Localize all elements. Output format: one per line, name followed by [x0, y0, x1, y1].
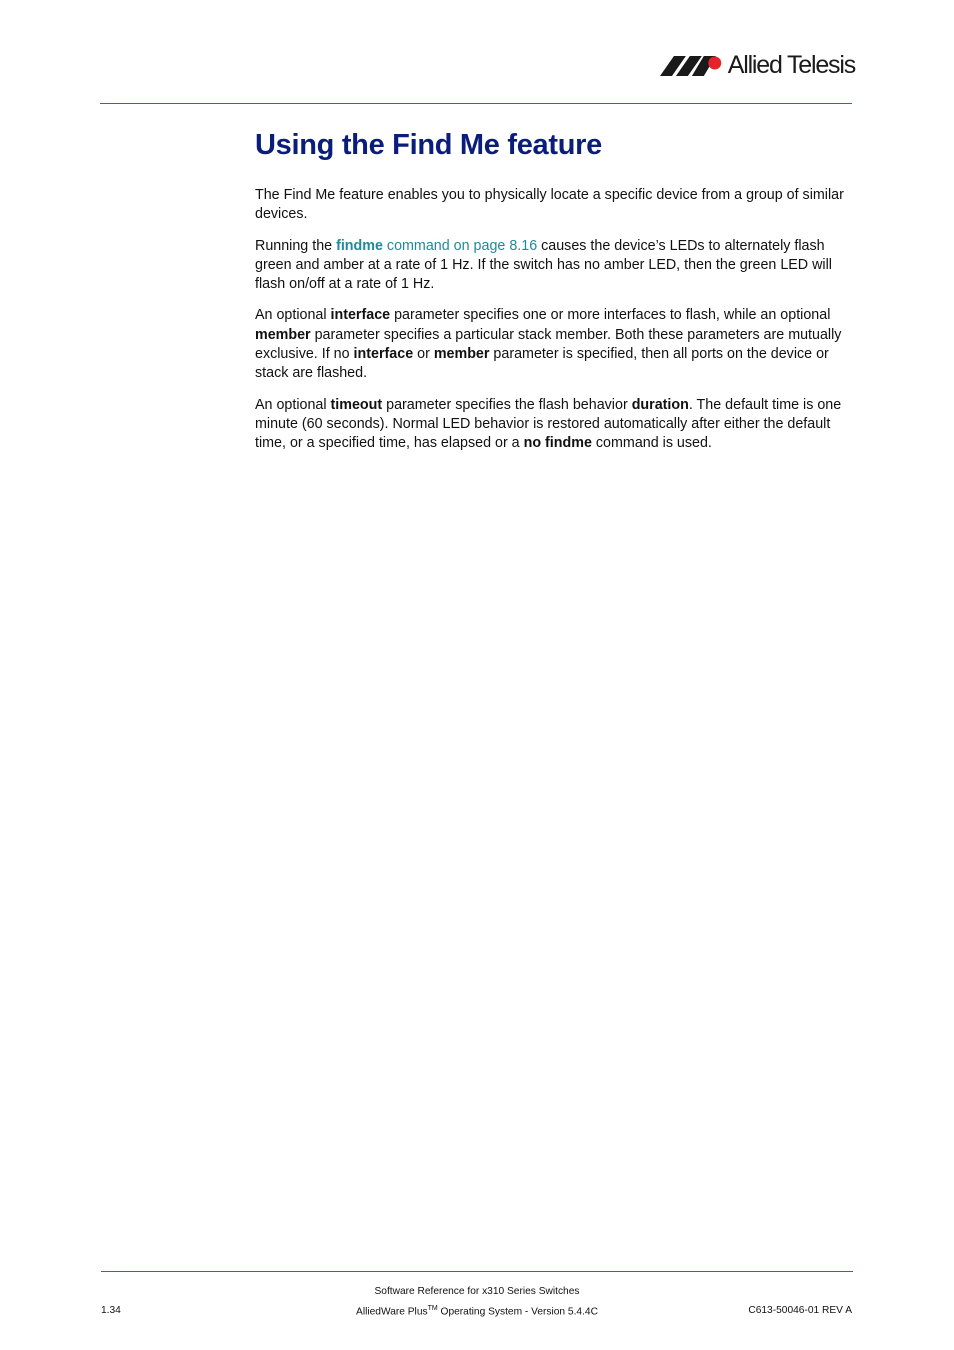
logo-wordmark: Allied Telesis — [727, 51, 855, 79]
text: or — [413, 346, 434, 363]
keyword-duration: duration — [631, 396, 689, 413]
trademark: TM — [427, 1305, 438, 1312]
allied-telesis-logo — [660, 50, 855, 80]
text: Running the — [255, 237, 337, 254]
text: . The default time is one minute (60 seconds). Normal LED behavior is restored automatically after either the default time, or a specified time, has elapsed or a — [255, 396, 842, 452]
logo-mark-icon — [660, 54, 726, 76]
footer-rule — [101, 1271, 853, 1272]
keyword-timeout: timeout — [330, 396, 383, 413]
keyword-member: member — [255, 326, 311, 343]
paragraph-running — [255, 237, 855, 295]
link-keyword: findme — [336, 237, 383, 254]
page-title: Using the Find Me feature — [255, 129, 602, 161]
footer-title: Software Reference for x310 Series Switches — [374, 1286, 580, 1297]
keyword-no-findme: no findme — [523, 435, 592, 452]
link-text: command on page 8.16 — [382, 237, 538, 254]
text: causes the device’s LEDs to alternately flash green and amber at a rate of 1 Hz. If the switch has no amber LED, then the green LED will flash on/off at a rate of 1 Hz. — [255, 237, 832, 293]
keyword-member: member — [433, 346, 490, 363]
text: Operating System - Version 5.4.4C — [437, 1306, 598, 1318]
paragraph-intro: The Find Me feature enables you to physically locate a specific device from a group of similar devices. — [255, 187, 844, 223]
text: AlliedWare Plus — [356, 1306, 428, 1318]
document-id: C613-50046-01 REV A — [748, 1305, 852, 1316]
text: parameter specifies one or more interfaces to flash, while an optional — [390, 307, 831, 324]
text: parameter is specified, then all ports on the device or stack are flashed. — [255, 346, 829, 382]
paragraph-timeout — [255, 396, 855, 454]
text: An optional — [255, 396, 331, 413]
text: command is used. — [591, 435, 712, 452]
text: parameter specifies a particular stack member. Both these parameters are mutually exclusive. If no — [255, 326, 842, 363]
keyword-interface: interface — [353, 346, 414, 363]
keyword-interface: interface — [330, 307, 391, 324]
page-number: 1.34 — [101, 1305, 121, 1316]
paragraph-interface — [255, 306, 855, 383]
findme-command-link[interactable] — [336, 238, 537, 254]
header-rule — [100, 103, 852, 104]
text: parameter specifies the flash behavior — [382, 396, 632, 413]
text: An optional — [255, 307, 331, 324]
main-content — [255, 124, 855, 466]
